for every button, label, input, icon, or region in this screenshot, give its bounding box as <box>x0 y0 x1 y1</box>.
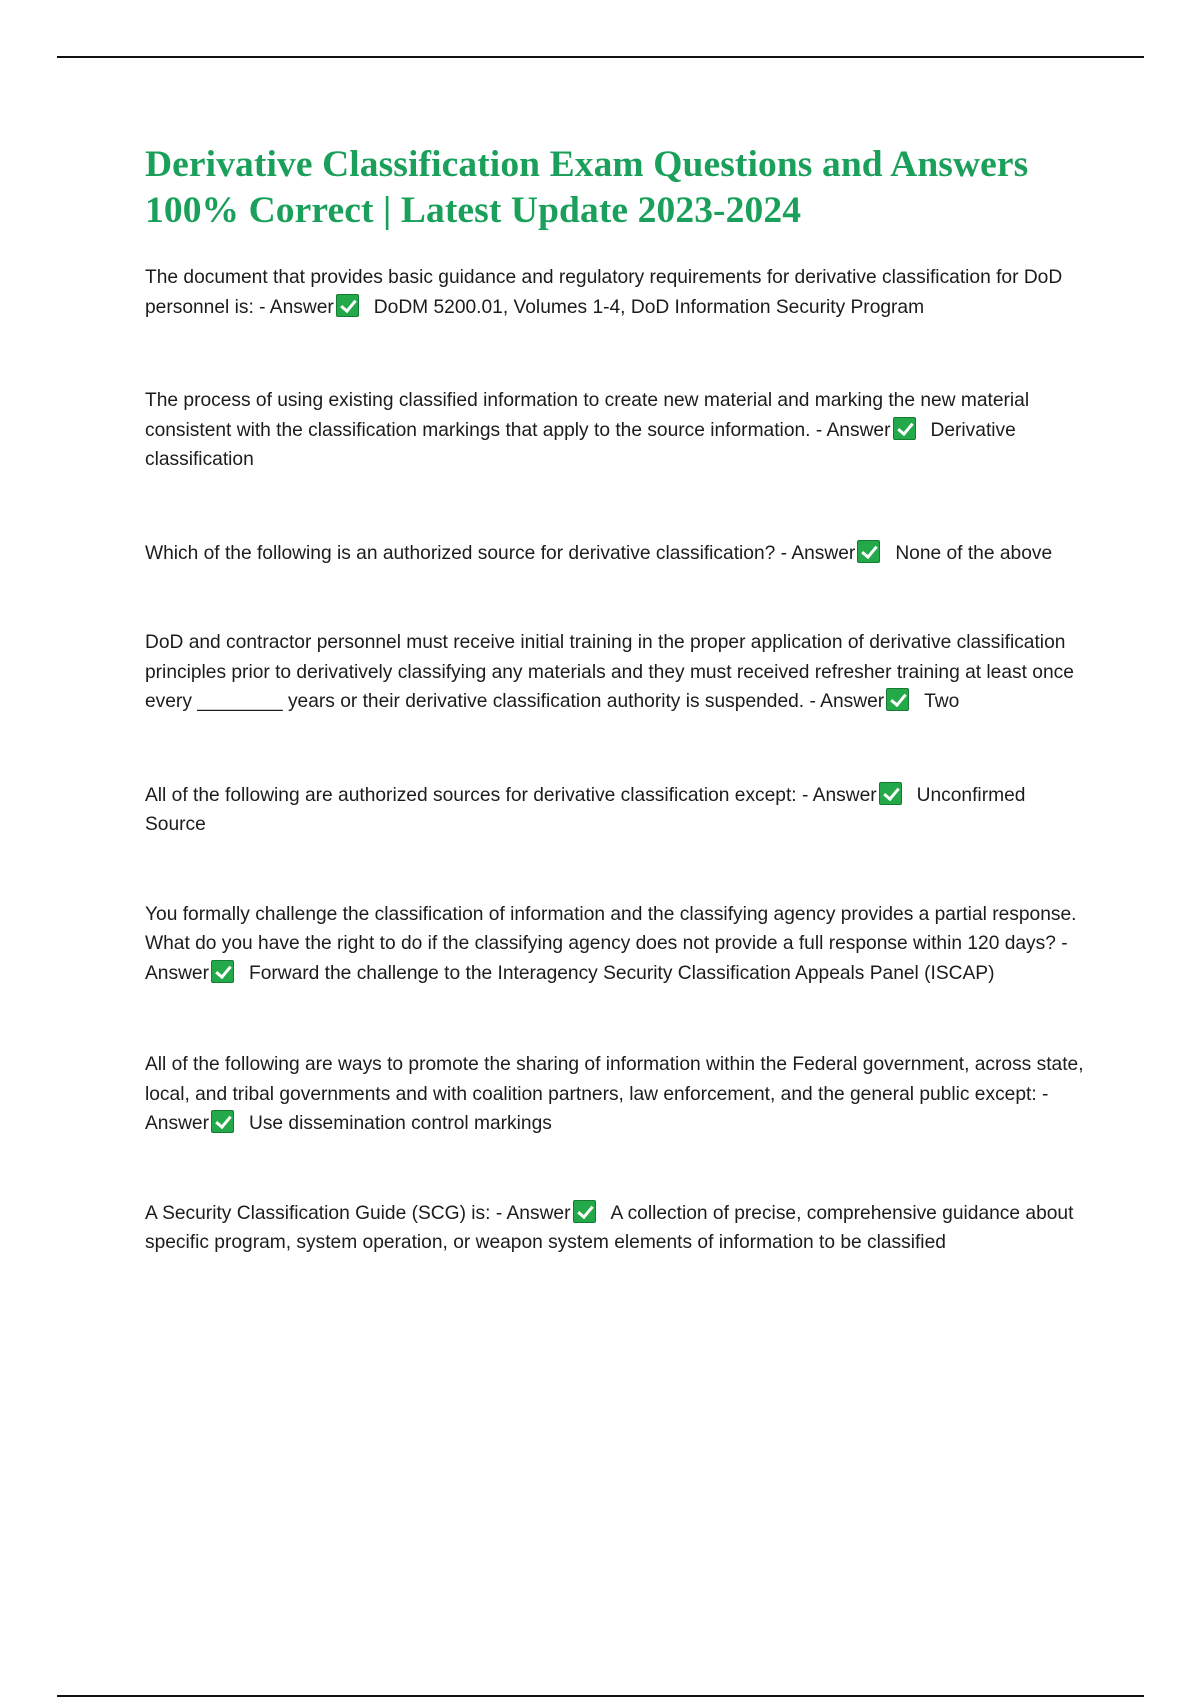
answer-text: Unconfirmed Source <box>145 784 1026 835</box>
question-text: All of the following are authorized sources for derivative classification except: <box>145 784 797 806</box>
question-text: A Security Classification Guide (SCG) is: <box>145 1202 491 1224</box>
answer-text: Forward the challenge to the Interagency Security Classification Appeals Panel (ISCAP) <box>248 962 995 984</box>
top-rule <box>57 56 1144 58</box>
question-text: You formally challenge the classification of information and the classifying agency provides a partial response. What do you have the right to do if the classifying agency does not provide a full response within 120 days? <box>145 903 1077 954</box>
answer-text: DoDM 5200.01, Volumes 1-4, DoD Information Security Program <box>373 296 925 318</box>
answer-marker: - Answer <box>495 1202 571 1224</box>
answer-marker: - Answer <box>145 933 1068 984</box>
question-text: All of the following are ways to promote the sharing of information within the Federal government, across state, local, and tribal governments and with coalition partners, law enforcement, and the general public except: <box>145 1054 1084 1105</box>
question-text: Which of the following is an authorized source for derivative classification? <box>145 542 776 564</box>
answer-marker: - Answer <box>801 784 877 806</box>
qa-item <box>145 1050 1090 1139</box>
green-checkbox-icon <box>879 782 902 805</box>
qa-item <box>145 628 1090 717</box>
question-text: The document that provides basic guidance and regulatory requirements for derivative classification for DoD personnel is: <box>145 267 1063 318</box>
answer-text: Derivative classification <box>145 419 1016 470</box>
document-body <box>145 142 1090 1258</box>
qa-item <box>145 386 1090 475</box>
green-checkbox-icon <box>857 540 880 563</box>
bottom-rule <box>57 1695 1144 1697</box>
question-text: The process of using existing classified information to create new material and marking the new material consistent with the classification markings that apply to the source information. <box>145 390 1030 441</box>
green-checkbox-icon <box>893 417 916 440</box>
document-title: Derivative Classification Exam Questions and Answers 100% Correct | Latest Update 2023-2024 <box>145 144 1029 231</box>
qa-item <box>145 539 1090 569</box>
qa-item <box>145 900 1090 989</box>
answer-marker: - Answer <box>809 691 885 712</box>
question-text: DoD and contractor personnel must receive initial training in the proper application of derivative classification principles prior to derivatively classifying any materials and they must received refresher training at least once every ________ years or their derivative classification authority is suspended. <box>145 632 1074 712</box>
qa-item <box>145 263 1090 322</box>
answer-text: A collection of precise, comprehensive guidance about specific program, system operation, or weapon system elements of information to be classified <box>145 1202 1074 1253</box>
qa-item <box>145 781 1090 840</box>
green-checkbox-icon <box>336 294 359 317</box>
green-checkbox-icon <box>211 1110 234 1133</box>
answer-marker: - Answer <box>259 296 334 318</box>
answer-text: None of the above <box>895 542 1053 564</box>
answer-marker: - Answer <box>815 419 891 441</box>
qa-item <box>145 1199 1090 1258</box>
answer-text: Use dissemination control markings <box>248 1113 552 1134</box>
answer-marker: - Answer <box>145 1083 1049 1134</box>
answer-marker: - Answer <box>780 542 856 564</box>
green-checkbox-icon <box>886 688 909 711</box>
green-checkbox-icon <box>211 960 234 983</box>
green-checkbox-icon <box>573 1200 596 1223</box>
answer-text: Two <box>924 691 960 712</box>
